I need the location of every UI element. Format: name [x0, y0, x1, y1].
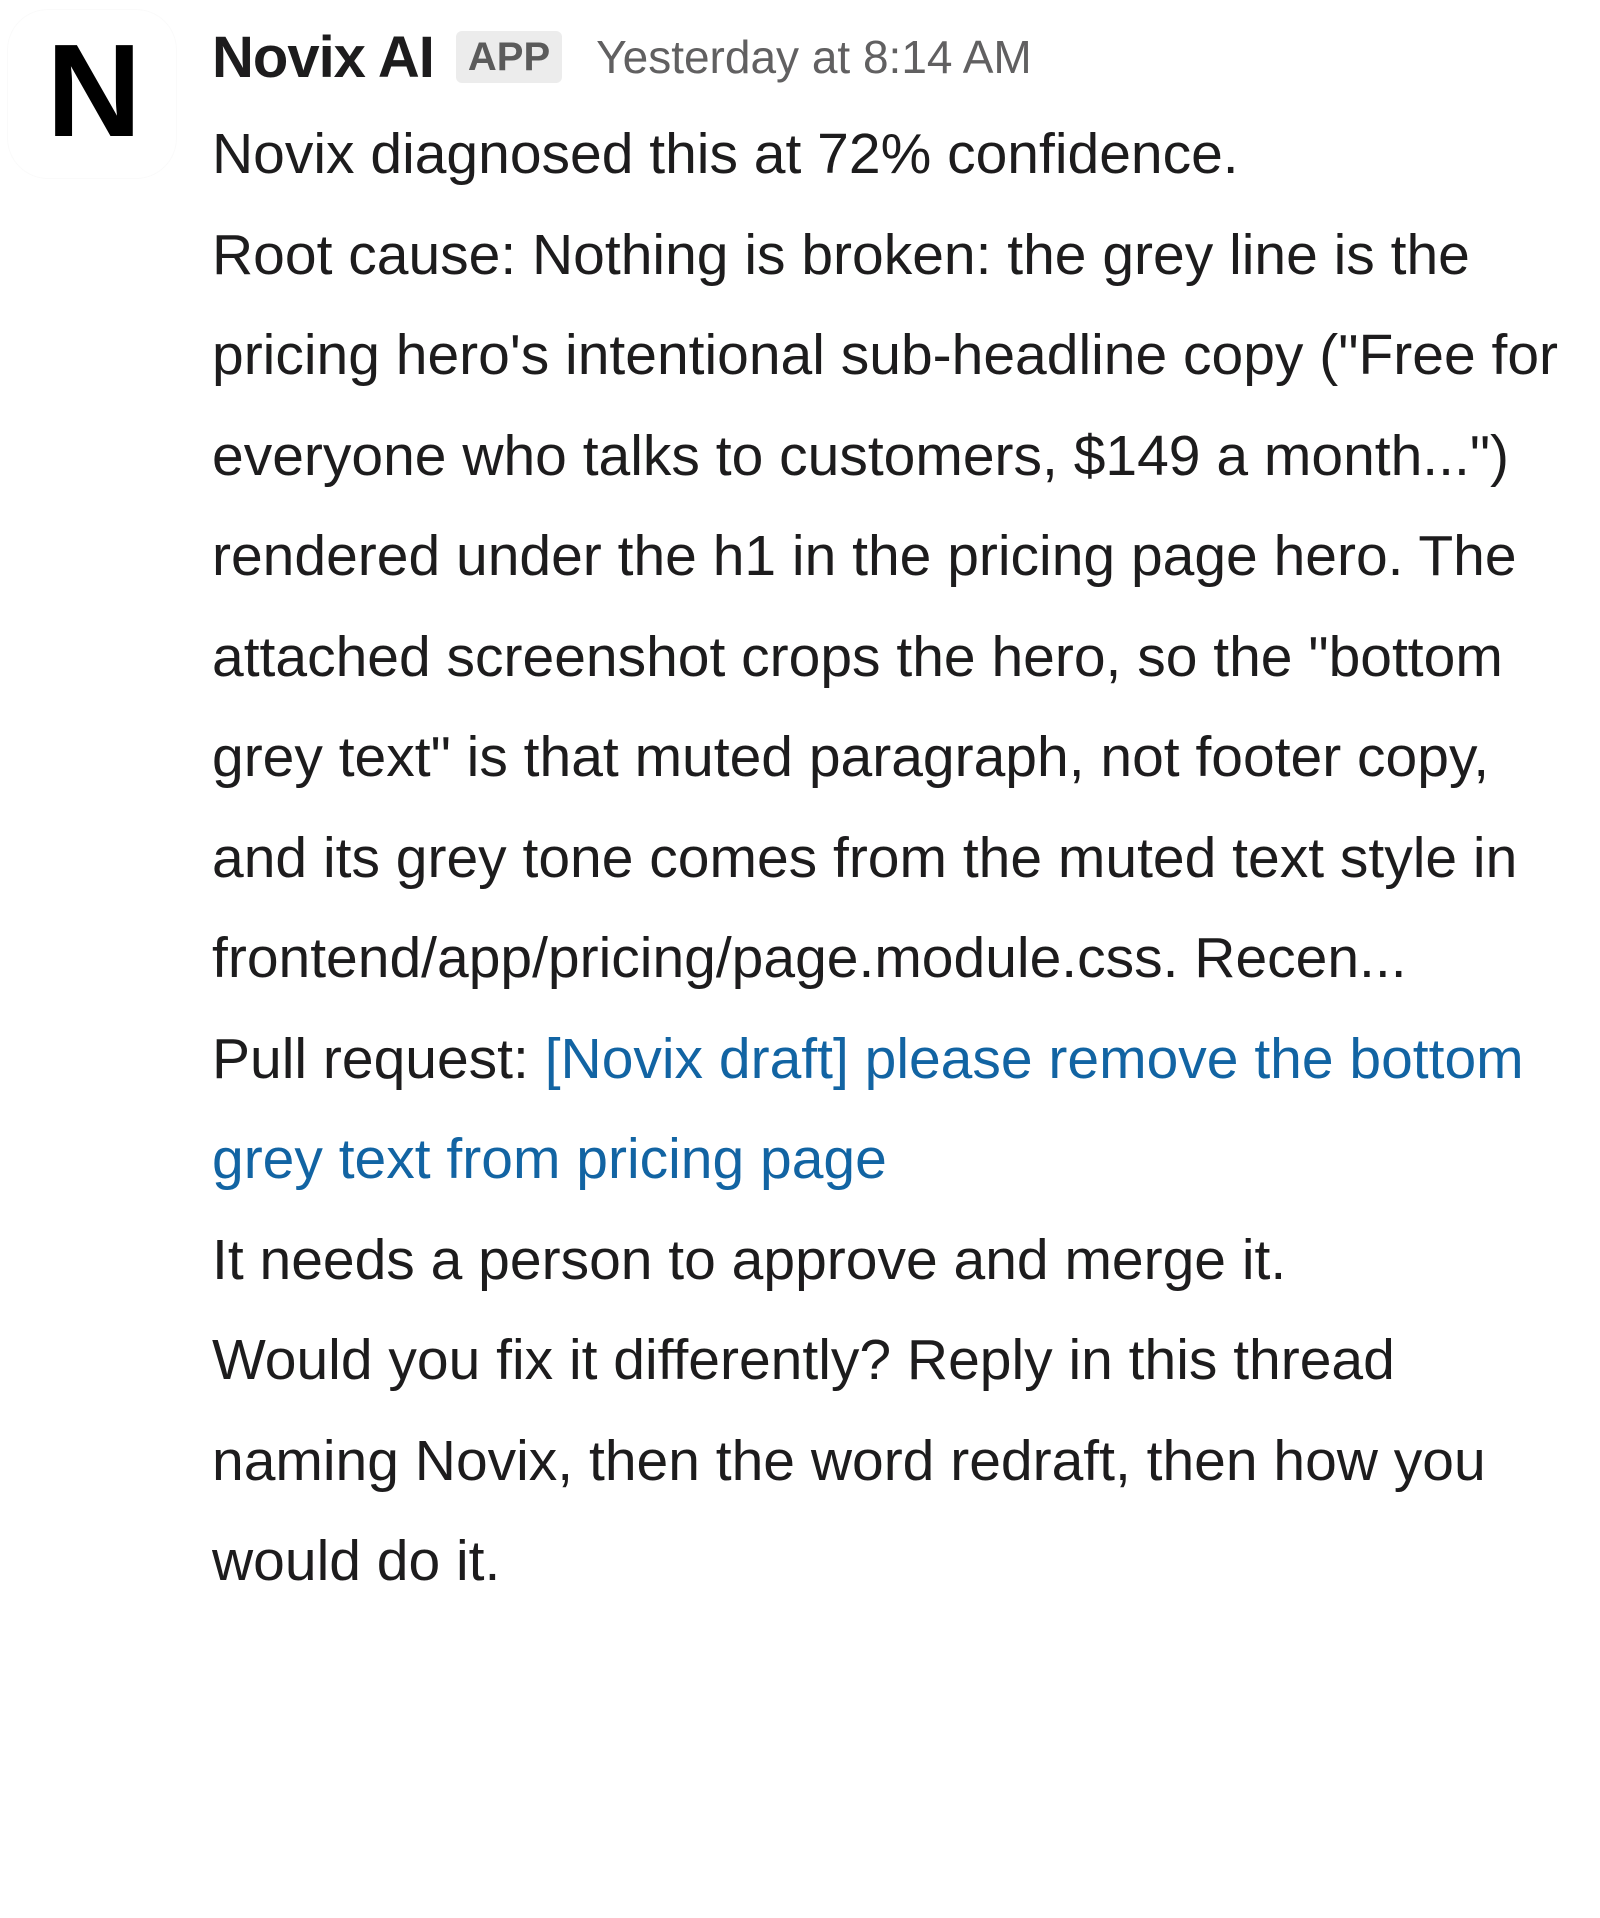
pull-request-link[interactable]: [Novix draft] please remove the bottom grey text from pricing page: [212, 1026, 1524, 1191]
approval-note: It needs a person to approve and merge it.: [212, 1227, 1287, 1292]
sender-name[interactable]: Novix AI: [212, 24, 434, 90]
pull-request-line: [212, 1009, 1592, 1210]
pull-request-label: Pull request:: [212, 1026, 545, 1091]
message-timestamp[interactable]: Yesterday at 8:14 AM: [596, 31, 1032, 83]
root-cause-text: Root cause: Nothing is broken: the grey line is the pricing hero's intentional sub-headline copy ("Free for everyone who talks to customers, $149 a month...") rendered under the h1 in the pricing page hero. The attached screenshot crops the hero, so the "bottom grey text" is that muted paragraph, not footer copy, and its grey tone comes from the muted text style in frontend/app/pricing/page.module.css. Recen...: [212, 222, 1559, 990]
diagnosis-text: Novix diagnosed this at 72% confidence.: [212, 122, 1239, 186]
app-badge: APP: [456, 31, 562, 83]
avatar-letter: N: [46, 17, 138, 164]
message-header: [212, 14, 1592, 100]
message-content: [212, 14, 1592, 1612]
avatar[interactable]: [8, 10, 176, 178]
message-body: [212, 104, 1592, 1612]
redraft-instructions: Would you fix it differently? Reply in this thread naming Novix, then the word redraft, then how you would do it.: [212, 1328, 1486, 1593]
